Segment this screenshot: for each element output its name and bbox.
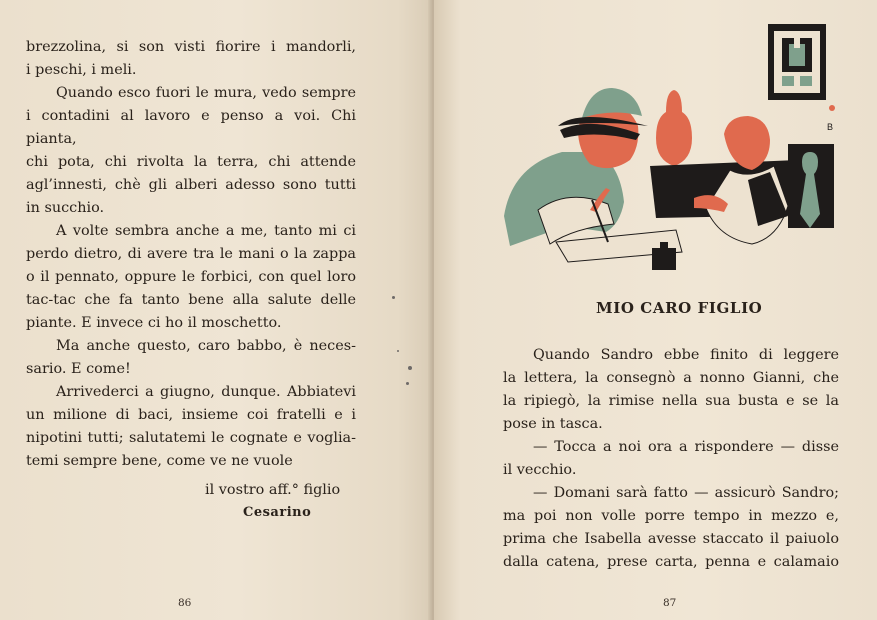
paper-speck (408, 366, 412, 370)
paper-speck (392, 296, 395, 299)
text-line: i peschi, i meli. (26, 62, 137, 78)
vase-icon (656, 90, 692, 166)
text-line: in succhio. (26, 200, 105, 216)
text-line: un milione di baci, insieme coi fratelli e i (26, 407, 356, 423)
text-line: brezzolina, si son visti fiorire i mandorli, (26, 39, 356, 55)
illustration-signature: B (827, 122, 834, 132)
chapter-title: MIO CARO FIGLIO (596, 299, 763, 317)
signature-name: Cesarino (243, 505, 312, 520)
text-line: pose in tasca. (503, 416, 603, 432)
text-line: temi sempre bene, come ve ne vuole (26, 453, 293, 469)
text-line: Arrivederci a giugno, dunque. Abbiatevi (56, 384, 356, 400)
chair-icon (788, 144, 834, 228)
signature-line: il vostro aff.° figlio (205, 482, 341, 498)
page-number-right: 87 (663, 597, 677, 609)
left-page (0, 0, 432, 620)
text-line: la ripiegò, la rimise nella sua busta e se la (503, 393, 839, 409)
text-line: ma poi non volle porre tempo in mezzo e, (503, 508, 839, 524)
text-line: prima che Isabella avesse staccato il paiuolo (503, 531, 839, 547)
text-line: Ma anche questo, caro babbo, è neces- (56, 338, 356, 354)
text-line: o il pennato, oppure le forbici, con quel loro (26, 269, 356, 285)
illustration-reading-letter (498, 20, 848, 282)
text-line: tac-tac che fa tanto bene alla salute delle (26, 292, 356, 308)
text-line: perdo dietro, di avere tra le mani o la zappa (26, 246, 356, 262)
text-line: la lettera, la consegnò a nonno Gianni, che (503, 370, 839, 386)
text-line: Quando Sandro ebbe finito di leggere (533, 347, 839, 363)
left-page-text (26, 36, 356, 473)
wall-frame-icon (768, 24, 835, 111)
text-line: Quando esco fuori le mura, vedo sempre (56, 85, 356, 101)
paper-speck (406, 382, 409, 385)
text-line: nipotini tutti; salutatemi le cognate e vogliа- (26, 430, 356, 446)
text-line: piante. E invece ci ho il moschetto. (26, 315, 282, 331)
text-line: agl’innesti, chè gli alberi adesso sono tutti (26, 177, 356, 193)
text-line: i contadini al lavoro e penso a voi. Chi pianta, (26, 108, 356, 147)
text-line: A volte sembra anche a me, tanto mi ci (56, 223, 356, 239)
right-page-text (503, 344, 839, 574)
text-line: dalla catena, prese carta, penna e calamaio (503, 554, 839, 570)
paper-speck (397, 350, 399, 352)
text-line: chi pota, chi rivolta la terra, chi attende (26, 154, 356, 170)
text-line: — Domani sarà fatto — assicurò Sandro; (533, 485, 839, 501)
text-line: — Tocca a noi ora a rispondere — disse (533, 439, 839, 455)
text-line: il vecchio. (503, 462, 577, 478)
page-number-left: 86 (178, 597, 192, 609)
text-line: sario. E come! (26, 361, 131, 377)
